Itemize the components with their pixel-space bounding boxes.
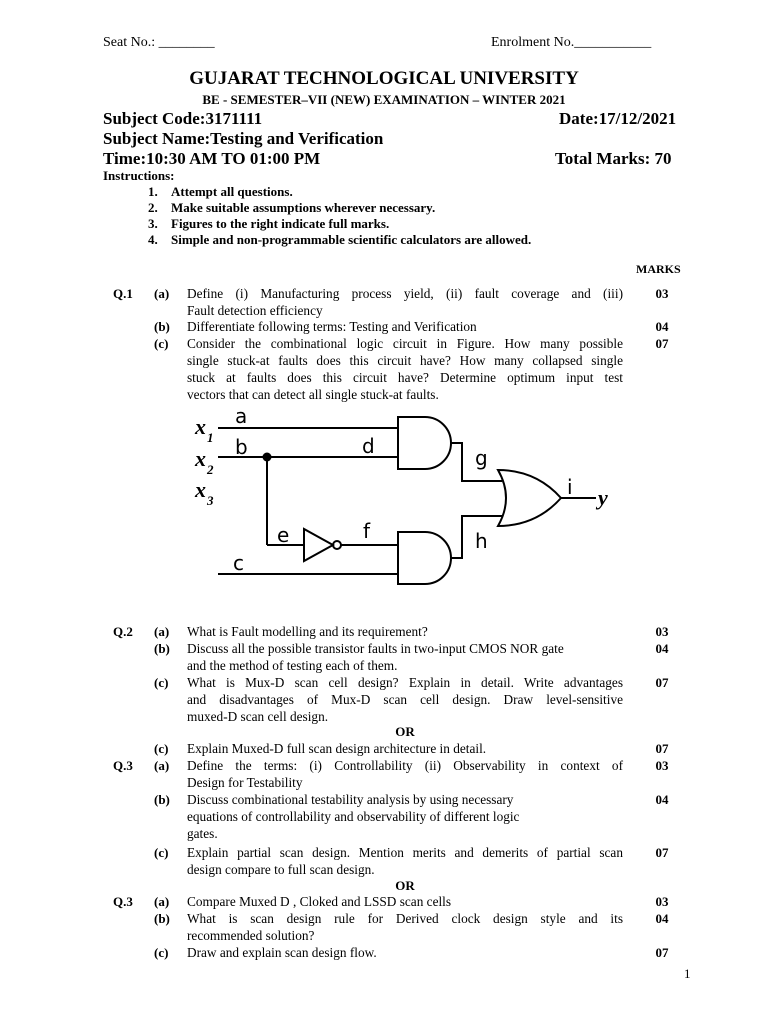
total-marks: Total Marks: 70 xyxy=(555,149,672,168)
question-part: (a) xyxy=(154,758,170,773)
or-separator: OR xyxy=(395,878,415,893)
question-marks: 07 xyxy=(655,845,669,860)
instructions-heading: Instructions: xyxy=(103,168,175,183)
question-line: and disadvantages of Mux-D scan cell design. Draw level-sensitive xyxy=(187,692,623,707)
instruction-number: 1. xyxy=(148,184,158,199)
question-marks: 04 xyxy=(655,911,669,926)
question-marks: 07 xyxy=(655,336,669,351)
question-line: Explain partial scan design. Mention merits and demerits of partial scan xyxy=(187,845,623,860)
question-line: muxed-D scan cell design. xyxy=(187,709,329,724)
question-text xyxy=(187,757,623,791)
input-subscript-3: 3 xyxy=(207,493,214,508)
question-part: (c) xyxy=(154,675,169,690)
question-line: vectors that can detect all single stuck-at faults. xyxy=(187,387,439,402)
question-line: Design for Testability xyxy=(187,775,303,790)
question-part: (a) xyxy=(154,286,170,301)
input-label-x2: x xyxy=(195,446,206,471)
question-text xyxy=(187,640,623,674)
question-marks: 07 xyxy=(655,945,669,960)
question-line: Discuss combinational testability analysis by using necessary xyxy=(187,792,514,807)
question-line: Consider the combinational logic circuit in Figure. How many possible xyxy=(187,336,623,351)
input-label-x1: x xyxy=(195,414,206,439)
output-label-y: y xyxy=(598,485,608,510)
question-line: and the method of testing each of them. xyxy=(187,658,398,673)
instruction-number: 3. xyxy=(148,216,158,231)
question-number: Q.2 xyxy=(113,624,133,639)
question-part: (a) xyxy=(154,624,170,639)
question-part: (c) xyxy=(154,845,169,860)
input-subscript-2: 2 xyxy=(207,462,214,477)
question-text xyxy=(187,791,623,842)
question-text: Explain Muxed-D full scan design architecture in detail. xyxy=(187,741,487,756)
node-label-g: g xyxy=(475,446,488,470)
seat-number-field: Seat No.: ________ xyxy=(103,35,215,50)
question-line: stuck at faults does this circuit have? Determine optimum input test xyxy=(187,370,623,385)
input-label-x3: x xyxy=(195,477,206,502)
question-marks: 07 xyxy=(655,741,669,756)
question-part: (c) xyxy=(154,336,169,351)
question-line: gates. xyxy=(187,826,218,841)
node-label-h: h xyxy=(475,529,488,553)
question-line: equations of controllability and observability of different logic xyxy=(187,809,520,824)
enrolment-number-field: Enrolment No.___________ xyxy=(491,35,652,50)
node-label-a: a xyxy=(235,404,248,428)
question-part: (b) xyxy=(154,911,170,926)
exam-title: BE - SEMESTER–VII (NEW) EXAMINATION – WINTER 2021 xyxy=(202,92,566,107)
question-text xyxy=(187,844,623,878)
instruction-number: 4. xyxy=(148,232,158,247)
exam-date: Date:17/12/2021 xyxy=(559,109,677,128)
question-number: Q.1 xyxy=(113,286,133,301)
question-text: Differentiate following terms: Testing and Verification xyxy=(187,319,477,334)
instruction-item: Figures to the right indicate full marks. xyxy=(171,216,390,231)
question-number: Q.3 xyxy=(113,894,133,909)
question-part: (b) xyxy=(154,641,170,656)
marks-heading: MARKS xyxy=(636,262,681,276)
instruction-number: 2. xyxy=(148,200,158,215)
instruction-item: Make suitable assumptions wherever necessary. xyxy=(171,200,436,215)
node-label-e: e xyxy=(277,523,290,547)
question-marks: 03 xyxy=(655,286,669,301)
and-gate-1 xyxy=(398,417,451,469)
question-line: Discuss all the possible transistor faults in two-input CMOS NOR gate xyxy=(187,641,564,656)
question-line: What is Mux-D scan cell design? Explain in detail. Write advantages xyxy=(187,675,623,690)
question-marks: 03 xyxy=(655,624,669,639)
instruction-item: Simple and non-programmable scientific calculators are allowed. xyxy=(171,232,532,247)
input-subscript-1: 1 xyxy=(207,430,214,445)
question-line: Define the terms: (i) Controllability (ii) Observability in context of xyxy=(187,758,623,773)
inverter-gate xyxy=(304,529,333,561)
subject-name: Subject Name:Testing and Verification xyxy=(103,129,384,148)
question-marks: 07 xyxy=(655,675,669,690)
question-marks: 04 xyxy=(655,641,669,656)
question-text: Compare Muxed D , Cloked and LSSD scan cells xyxy=(187,894,452,909)
instruction-item: Attempt all questions. xyxy=(171,184,293,199)
question-marks: 03 xyxy=(655,894,669,909)
node-label-f: f xyxy=(363,519,371,543)
question-part: (a) xyxy=(154,894,170,909)
question-number: Q.3 xyxy=(113,758,133,773)
question-marks: 04 xyxy=(655,319,669,334)
question-marks: 03 xyxy=(655,758,669,773)
question-line: Fault detection efficiency xyxy=(187,303,323,318)
question-marks: 04 xyxy=(655,792,669,807)
question-line: Define (i) Manufacturing process yield, (ii) fault coverage and (iii) xyxy=(187,286,623,301)
or-gate xyxy=(498,470,561,526)
node-label-d: d xyxy=(362,434,375,458)
subject-code: Subject Code:3171111 xyxy=(103,109,263,128)
junction-dot xyxy=(263,453,272,462)
node-label-c: c xyxy=(233,551,244,575)
page-number: 1 xyxy=(684,966,691,981)
node-label-b: b xyxy=(235,435,248,459)
question-part: (b) xyxy=(154,792,170,807)
university-title: GUJARAT TECHNOLOGICAL UNIVERSITY xyxy=(189,68,579,89)
question-line: design compare to full scan design. xyxy=(187,862,375,877)
and-gate-2 xyxy=(398,532,451,584)
exam-time: Time:10:30 AM TO 01:00 PM xyxy=(103,149,321,168)
question-text: Draw and explain scan design flow. xyxy=(187,945,377,960)
question-text xyxy=(187,674,623,725)
question-part: (c) xyxy=(154,945,169,960)
node-label-i: i xyxy=(567,475,573,499)
question-line: recommended solution? xyxy=(187,928,315,943)
question-text: What is Fault modelling and its requirement? xyxy=(187,624,428,639)
question-line: What is scan design rule for Derived clock design style and its xyxy=(187,911,623,926)
question-part: (c) xyxy=(154,741,169,756)
question-line: single stuck-at faults does this circuit have? How many collapsed single xyxy=(187,353,623,368)
question-part: (b) xyxy=(154,319,170,334)
question-text xyxy=(187,910,623,944)
or-separator: OR xyxy=(395,724,415,739)
